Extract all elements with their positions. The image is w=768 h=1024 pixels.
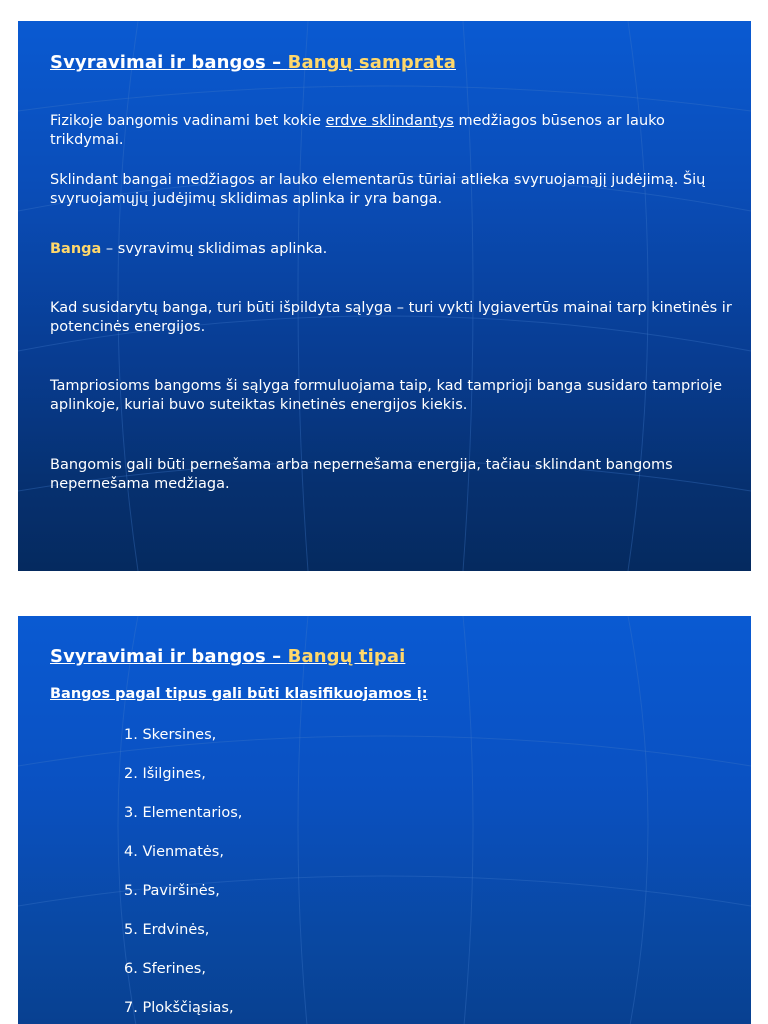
- list-item: 1. Skersines,: [124, 727, 217, 743]
- list-item: 3. Elementarios,: [124, 805, 243, 821]
- paragraph-energy: Bangomis gali būti pernešama arba nepernešama energija, tačiau sklindant bangoms nepernešama medžiaga.: [50, 457, 673, 492]
- slide-title: Svyravimai ir bangos – Bangų tipai: [50, 646, 406, 667]
- title-accent: Bangų tipai: [287, 646, 406, 667]
- list-item: 7. Plokščiąsias,: [124, 1000, 234, 1016]
- term-banga: Banga: [50, 241, 102, 257]
- paragraph-propagation: Sklindant bangai medžiagos ar lauko elementarūs tūriai atlieka svyruojamąjį judėjimą. Šių svyruojamųjų judėjimų sklidimas aplinka ir yra banga.: [50, 172, 706, 207]
- slide-bangu-tipai: [18, 616, 751, 1024]
- list-item: 2. Išilgines,: [124, 766, 206, 782]
- classification-heading: Bangos pagal tipus gali būti klasifikuojamos į:: [50, 686, 428, 702]
- paragraph-banga: Banga – svyravimų sklidimas aplinka.: [50, 241, 328, 257]
- list-item: 5. Paviršinės,: [124, 883, 220, 899]
- list-item: 6. Sferines,: [124, 961, 206, 977]
- paragraph-elastic: Tampriosioms bangoms ši sąlyga formuluojama taip, kad tamprioji banga susidaro tamprioje aplinkoje, kuriai buvo suteiktas kinetinės energijos kiekis.: [50, 378, 722, 413]
- slide-title: Svyravimai ir bangos – Bangų samprata: [50, 52, 456, 73]
- list-item: 5. Erdvinės,: [124, 922, 210, 938]
- list-item: 4. Vienmatės,: [124, 844, 224, 860]
- slide-bangu-samprata: [18, 21, 751, 571]
- term-underlined: erdve sklindantys: [325, 113, 454, 129]
- paragraph-definition: Fizikoje bangomis vadinami bet kokie erdve sklindantys medžiagos būsenos ar lauko trikdymai.: [50, 113, 665, 148]
- title-accent: Bangų samprata: [287, 52, 456, 73]
- paragraph-condition: Kad susidarytų banga, turi būti išpildyta sąlyga – turi vykti lygiavertūs mainai tarp kinetinės ir potencinės energijos.: [50, 300, 732, 335]
